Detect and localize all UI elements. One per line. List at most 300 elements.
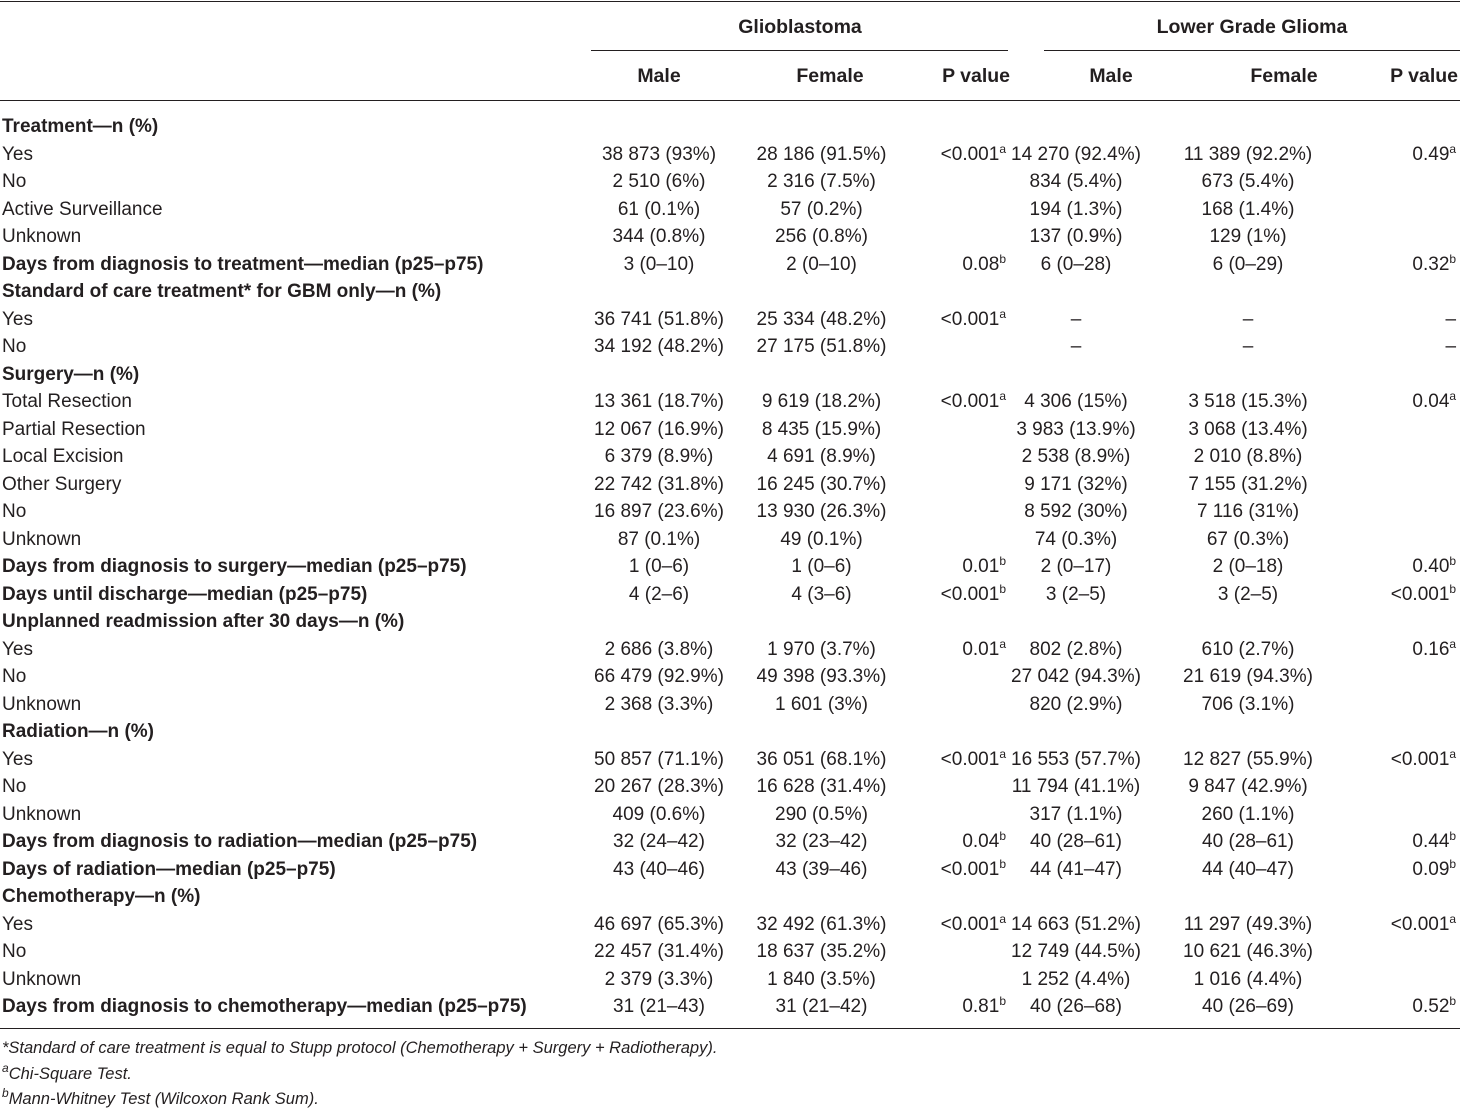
cell-gbm-male: [590, 911, 728, 939]
pvalue-test-marker: a: [999, 911, 1006, 926]
section-header-row: [0, 718, 1460, 746]
cell-gbm-female: [728, 746, 915, 774]
cell-gbm-female: [728, 388, 915, 416]
col-header-lgg-male: Male: [1089, 65, 1133, 87]
row-label: Unknown: [2, 226, 82, 247]
cell-lgg-pvalue: [1354, 306, 1460, 334]
cell-value: 4 306 (15%): [1024, 391, 1128, 412]
cell-gbm-male: [590, 801, 728, 829]
cell-lgg-pvalue: [1354, 333, 1460, 361]
table-row: [0, 911, 1460, 939]
cell-value: –: [1242, 308, 1254, 330]
pvalue-test-marker: a: [999, 636, 1006, 651]
table-row: [0, 856, 1460, 884]
cell-gbm-pvalue: [915, 691, 1010, 719]
cell-value: 3 518 (15.3%): [1188, 391, 1308, 412]
cell-gbm-female: [728, 553, 915, 581]
cell-value: <0.001: [1390, 583, 1450, 605]
cell-gbm-male: [590, 471, 728, 499]
cell-gbm-male: [590, 553, 728, 581]
cell-value: 32 (23–42): [775, 831, 868, 852]
cell-value: 0.01: [962, 638, 1000, 660]
cell-value: 0.01: [962, 556, 1000, 577]
cell-gbm-male: [590, 251, 728, 279]
cell-value: 1 (0–6): [791, 556, 852, 577]
cell-value: –: [1445, 308, 1457, 330]
row-label: Local Excision: [2, 446, 124, 467]
cell-value: 21 619 (94.3%): [1183, 666, 1313, 687]
cell-value: 2 368 (3.3%): [604, 693, 714, 715]
cell-gbm-female: [728, 966, 915, 994]
row-label: Yes: [2, 638, 33, 660]
cell-gbm-pvalue: [915, 938, 1010, 966]
table-row: [0, 801, 1460, 829]
cell-lgg-female: [1142, 636, 1354, 664]
row-label: No: [2, 501, 27, 522]
cell-gbm-female: [728, 691, 915, 719]
cell-lgg-pvalue: [1354, 691, 1460, 719]
cell-gbm-male: [590, 416, 728, 444]
cell-value: 22 742 (31.8%): [594, 473, 724, 495]
section-label: Chemotherapy—n (%): [2, 886, 201, 907]
cell-lgg-female: [1142, 223, 1354, 251]
cell-lgg-male: [1010, 993, 1142, 1021]
cell-gbm-male: [590, 938, 728, 966]
cell-gbm-female: [728, 801, 915, 829]
section-header-row: [0, 113, 1460, 141]
cell-value: 0.49: [1412, 143, 1450, 165]
cell-lgg-pvalue: [1354, 828, 1460, 856]
cell-value: 66 479 (92.9%): [594, 666, 724, 687]
cell-gbm-female: [728, 306, 915, 334]
cell-lgg-female: [1142, 911, 1354, 939]
cell-gbm-female: [728, 911, 915, 939]
cell-lgg-male: [1010, 636, 1142, 664]
cell-value: 2 510 (6%): [612, 171, 706, 192]
cell-value: <0.001: [940, 858, 1000, 880]
cell-lgg-female: [1142, 801, 1354, 829]
table-row: [0, 251, 1460, 279]
cell-value: 3 (2–5): [1045, 583, 1107, 605]
cell-value: 14 270 (92.4%): [1011, 143, 1141, 165]
footnote-text: Chi-Square Test.: [8, 1064, 132, 1083]
cell-lgg-male: [1010, 471, 1142, 499]
cell-lgg-female: [1142, 856, 1354, 884]
pvalue-test-marker: a: [1449, 636, 1457, 651]
row-label: Partial Resection: [2, 418, 146, 440]
cell-value: 256 (0.8%): [775, 226, 868, 247]
cell-value: <0.001: [940, 913, 1000, 935]
cell-value: 0.16: [1412, 638, 1450, 660]
row-label: Unknown: [2, 803, 82, 825]
table-row: [0, 773, 1460, 801]
table-row: [0, 333, 1460, 361]
cell-value: 87 (0.1%): [617, 528, 701, 550]
cell-value: <0.001: [940, 583, 1000, 605]
cell-lgg-female: [1142, 993, 1354, 1021]
cell-gbm-male: [590, 691, 728, 719]
cell-lgg-female: [1142, 691, 1354, 719]
row-label: Yes: [2, 748, 33, 770]
pvalue-test-marker: b: [1449, 581, 1457, 596]
cell-value: 1 (0–6): [628, 556, 690, 577]
row-label: Days from diagnosis to surgery—median (p25–p75): [2, 556, 467, 577]
cell-lgg-male: [1010, 526, 1142, 554]
cell-value: 16 628 (31.4%): [756, 776, 887, 797]
cell-gbm-male: [590, 856, 728, 884]
cell-value: 12 827 (55.9%): [1183, 748, 1313, 770]
cell-value: <0.001: [940, 748, 1000, 770]
cell-value: 706 (3.1%): [1201, 693, 1295, 715]
cell-gbm-pvalue: [915, 498, 1010, 526]
cell-value: –: [1070, 308, 1082, 330]
cell-value: 8 592 (30%): [1024, 501, 1128, 522]
cell-gbm-male: [590, 581, 728, 609]
footnote-text: Mann-Whitney Test (Wilcoxon Rank Sum).: [8, 1090, 319, 1108]
cell-lgg-male: [1010, 663, 1142, 691]
cell-gbm-male: [590, 746, 728, 774]
section-header-row: [0, 278, 1460, 306]
cell-value: 1 016 (4.4%): [1193, 968, 1303, 990]
cell-value: <0.001: [940, 143, 1000, 165]
cell-value: 260 (1.1%): [1201, 803, 1295, 825]
cell-lgg-male: [1010, 746, 1142, 774]
cell-lgg-male: [1010, 773, 1142, 801]
cell-gbm-pvalue: [915, 636, 1010, 664]
results-table: [0, 113, 1460, 1021]
cell-value: –: [1445, 336, 1457, 357]
col-header-lgg-female: Female: [1250, 65, 1318, 87]
cell-value: 36 051 (68.1%): [756, 748, 887, 770]
cell-gbm-pvalue: [915, 196, 1010, 224]
pvalue-test-marker: b: [999, 856, 1006, 871]
cell-value: <0.001: [940, 308, 1000, 330]
cell-value: 9 619 (18.2%): [761, 391, 882, 412]
table-row: [0, 168, 1460, 196]
table-row: [0, 663, 1460, 691]
footnote-text: *Standard of care treatment is equal to Stupp protocol (Chemotherapy + Surgery + Radiotherapy).: [2, 1039, 718, 1057]
cell-value: 3 (2–5): [1217, 583, 1279, 605]
table-row: [0, 526, 1460, 554]
cell-gbm-pvalue: [915, 168, 1010, 196]
row-label: Days of radiation—median (p25–p75): [2, 858, 336, 880]
cell-value: 40 (26–69): [1202, 996, 1294, 1017]
cell-value: 32 492 (61.3%): [756, 913, 887, 935]
cell-lgg-pvalue: [1354, 581, 1460, 609]
cell-value: 0.09: [1412, 858, 1450, 880]
cell-value: 4 691 (8.9%): [767, 446, 876, 467]
section-header-row: [0, 883, 1460, 911]
cell-lgg-female: [1142, 251, 1354, 279]
cell-value: 44 (40–47): [1202, 858, 1294, 880]
cell-value: 27 042 (94.3%): [1011, 666, 1141, 687]
cell-value: 1 840 (3.5%): [767, 968, 876, 990]
cell-value: 4 (2–6): [628, 583, 690, 605]
pvalue-test-marker: a: [999, 141, 1006, 156]
cell-gbm-female: [728, 938, 915, 966]
table-row: [0, 498, 1460, 526]
pvalue-test-marker: b: [1449, 554, 1457, 568]
row-label: Other Surgery: [2, 473, 122, 495]
cell-gbm-female: [728, 581, 915, 609]
cell-gbm-pvalue: [915, 856, 1010, 884]
cell-lgg-pvalue: [1354, 526, 1460, 554]
cell-gbm-female: [728, 223, 915, 251]
cell-value: 0.04: [1412, 391, 1450, 412]
cell-lgg-pvalue: [1354, 911, 1460, 939]
cell-lgg-male: [1010, 223, 1142, 251]
cell-gbm-male: [590, 993, 728, 1021]
bottom-rule: [0, 1028, 1460, 1029]
cell-gbm-female: [728, 251, 915, 279]
cell-value: 2 (0–10): [786, 253, 857, 275]
cell-value: 2 538 (8.9%): [1021, 446, 1131, 467]
table-row: [0, 196, 1460, 224]
cell-lgg-female: [1142, 333, 1354, 361]
cell-gbm-pvalue: [915, 526, 1010, 554]
group-rule-glioblastoma: [591, 50, 1008, 51]
cell-gbm-female: [728, 526, 915, 554]
cell-value: 11 297 (49.3%): [1183, 913, 1313, 935]
cell-value: 34 192 (48.2%): [594, 336, 724, 357]
cell-value: 12 067 (16.9%): [594, 418, 724, 440]
cell-value: 40 (28–61): [1202, 831, 1294, 852]
cell-value: 40 (26–68): [1030, 996, 1122, 1017]
cell-value: <0.001: [940, 391, 1000, 412]
cell-value: 610 (2.7%): [1201, 638, 1295, 660]
cell-gbm-female: [728, 498, 915, 526]
cell-value: 4 (3–6): [791, 583, 852, 605]
cell-value: 9 847 (42.9%): [1188, 776, 1308, 797]
pvalue-test-marker: b: [1449, 829, 1457, 843]
cell-value: 0.08: [962, 253, 1000, 275]
footnote-stupp: [2, 1036, 717, 1062]
cell-gbm-male: [590, 333, 728, 361]
row-label: Unknown: [2, 528, 82, 550]
cell-gbm-pvalue: [915, 471, 1010, 499]
row-label: Days from diagnosis to chemotherapy—median (p25–p75): [2, 996, 527, 1017]
cell-value: 32 (24–42): [613, 831, 705, 852]
cell-value: 137 (0.9%): [1029, 226, 1123, 247]
cell-lgg-male: [1010, 938, 1142, 966]
cell-lgg-pvalue: [1354, 773, 1460, 801]
section-label: Radiation—n (%): [2, 721, 154, 742]
cell-value: 67 (0.3%): [1206, 528, 1290, 550]
cell-value: 820 (2.9%): [1029, 693, 1123, 715]
col-header-gbm-female: Female: [796, 65, 864, 87]
cell-value: 673 (5.4%): [1201, 171, 1295, 192]
pvalue-test-marker: a: [1449, 911, 1457, 926]
cell-gbm-female: [728, 168, 915, 196]
cell-gbm-female: [728, 141, 915, 169]
section-label: Unplanned readmission after 30 days—n (%): [2, 611, 405, 632]
cell-value: 13 930 (26.3%): [756, 501, 887, 522]
cell-gbm-male: [590, 168, 728, 196]
cell-gbm-female: [728, 773, 915, 801]
cell-lgg-male: [1010, 828, 1142, 856]
cell-gbm-female: [728, 856, 915, 884]
cell-lgg-male: [1010, 801, 1142, 829]
cell-lgg-male: [1010, 196, 1142, 224]
cell-value: 50 857 (71.1%): [594, 748, 724, 770]
cell-lgg-pvalue: [1354, 223, 1460, 251]
cell-value: 6 (0–29): [1212, 253, 1284, 275]
group-header-lower-grade-glioma: Lower Grade Glioma: [1156, 16, 1348, 38]
cell-lgg-female: [1142, 141, 1354, 169]
row-label: No: [2, 666, 27, 687]
cell-value: 0.81: [962, 996, 1000, 1017]
row-label: No: [2, 336, 27, 357]
cell-lgg-male: [1010, 966, 1142, 994]
cell-value: 8 435 (15.9%): [761, 418, 882, 440]
cell-value: 27 175 (51.8%): [756, 336, 887, 357]
pvalue-test-marker: b: [1449, 994, 1457, 1008]
group-header-glioblastoma: Glioblastoma: [738, 16, 862, 38]
cell-lgg-pvalue: [1354, 388, 1460, 416]
cell-lgg-female: [1142, 443, 1354, 471]
cell-gbm-pvalue: [915, 416, 1010, 444]
cell-value: 49 (0.1%): [780, 528, 863, 550]
row-label: No: [2, 776, 27, 797]
cell-lgg-female: [1142, 306, 1354, 334]
cell-lgg-pvalue: [1354, 168, 1460, 196]
cell-value: 7 116 (31%): [1196, 501, 1300, 522]
cell-lgg-pvalue: [1354, 553, 1460, 581]
cell-lgg-pvalue: [1354, 993, 1460, 1021]
cell-lgg-female: [1142, 498, 1354, 526]
cell-value: 13 361 (18.7%): [594, 391, 724, 412]
cell-lgg-female: [1142, 773, 1354, 801]
section-label: Treatment—n (%): [2, 116, 159, 137]
cell-lgg-male: [1010, 856, 1142, 884]
pvalue-test-marker: b: [999, 251, 1006, 266]
cell-value: 43 (39–46): [775, 858, 868, 880]
cell-lgg-pvalue: [1354, 416, 1460, 444]
cell-gbm-male: [590, 773, 728, 801]
cell-value: 129 (1%): [1209, 226, 1287, 247]
cell-lgg-pvalue: [1354, 636, 1460, 664]
cell-value: 3 (0–10): [623, 253, 695, 275]
cell-gbm-male: [590, 636, 728, 664]
table-row: [0, 416, 1460, 444]
cell-value: 31 (21–43): [613, 996, 705, 1017]
cell-value: 3 068 (13.4%): [1188, 418, 1308, 440]
cell-value: 46 697 (65.3%): [594, 913, 724, 935]
pvalue-test-marker: b: [1449, 251, 1457, 266]
pvalue-test-marker: a: [999, 389, 1006, 403]
cell-gbm-pvalue: [915, 966, 1010, 994]
cell-lgg-male: [1010, 581, 1142, 609]
cell-gbm-pvalue: [915, 801, 1010, 829]
cell-gbm-male: [590, 306, 728, 334]
cell-gbm-female: [728, 416, 915, 444]
pvalue-test-marker: b: [999, 994, 1006, 1008]
table-row: [0, 306, 1460, 334]
cell-lgg-female: [1142, 581, 1354, 609]
cell-value: 3 983 (13.9%): [1016, 418, 1136, 440]
cell-value: 168 (1.4%): [1201, 198, 1295, 220]
cell-gbm-pvalue: [915, 581, 1010, 609]
cell-lgg-pvalue: [1354, 663, 1460, 691]
row-label: Unknown: [2, 968, 82, 990]
cell-lgg-female: [1142, 663, 1354, 691]
cell-gbm-pvalue: [915, 746, 1010, 774]
cell-value: 344 (0.8%): [612, 226, 706, 247]
footnotes: [2, 1036, 717, 1113]
row-label: Unknown: [2, 693, 82, 715]
cell-value: 802 (2.8%): [1029, 638, 1123, 660]
section-label: Surgery—n (%): [2, 363, 140, 385]
cell-gbm-male: [590, 196, 728, 224]
cell-value: 14 663 (51.2%): [1011, 913, 1141, 935]
row-label: Days until discharge—median (p25–p75): [2, 583, 368, 605]
cell-lgg-female: [1142, 471, 1354, 499]
cell-value: –: [1242, 336, 1254, 357]
table-row: [0, 581, 1460, 609]
cell-gbm-male: [590, 443, 728, 471]
cell-value: 38 873 (93%): [601, 143, 717, 165]
row-label: Days from diagnosis to radiation—median (p25–p75): [2, 831, 478, 852]
cell-gbm-pvalue: [915, 333, 1010, 361]
footnote-a: [2, 1062, 717, 1088]
cell-gbm-male: [590, 663, 728, 691]
cell-lgg-male: [1010, 416, 1142, 444]
cell-value: 317 (1.1%): [1029, 803, 1123, 825]
cell-value: 36 741 (51.8%): [594, 308, 724, 330]
cell-value: 18 637 (35.2%): [756, 941, 887, 962]
row-label: Total Resection: [2, 391, 132, 412]
cell-lgg-female: [1142, 196, 1354, 224]
row-label: Yes: [2, 308, 33, 330]
cell-value: 0.52: [1412, 996, 1450, 1017]
cell-gbm-pvalue: [915, 306, 1010, 334]
cell-lgg-male: [1010, 306, 1142, 334]
cell-value: 16 897 (23.6%): [594, 501, 724, 522]
cell-gbm-male: [590, 223, 728, 251]
cell-lgg-male: [1010, 388, 1142, 416]
cell-gbm-female: [728, 471, 915, 499]
table-row: [0, 443, 1460, 471]
cell-lgg-female: [1142, 168, 1354, 196]
cell-lgg-pvalue: [1354, 141, 1460, 169]
cell-value: <0.001: [1390, 913, 1450, 935]
cell-value: 2 (0–18): [1212, 556, 1284, 577]
cell-lgg-male: [1010, 691, 1142, 719]
section-header-row: [0, 361, 1460, 389]
cell-lgg-pvalue: [1354, 443, 1460, 471]
cell-gbm-female: [728, 636, 915, 664]
cell-gbm-pvalue: [915, 828, 1010, 856]
pvalue-test-marker: a: [1449, 746, 1457, 761]
cell-gbm-female: [728, 663, 915, 691]
cell-value: 49 398 (93.3%): [756, 666, 887, 687]
cell-lgg-female: [1142, 828, 1354, 856]
cell-gbm-male: [590, 141, 728, 169]
table-row: [0, 993, 1460, 1021]
table-row: [0, 553, 1460, 581]
footnote-marker: a: [2, 1060, 9, 1075]
cell-value: 6 (0–28): [1040, 253, 1112, 275]
cell-gbm-male: [590, 388, 728, 416]
cell-gbm-pvalue: [915, 911, 1010, 939]
cell-lgg-male: [1010, 498, 1142, 526]
cell-lgg-female: [1142, 526, 1354, 554]
cell-value: 43 (40–46): [613, 858, 705, 880]
cell-gbm-female: [728, 828, 915, 856]
table-row: [0, 746, 1460, 774]
cell-value: 0.32: [1412, 253, 1450, 275]
cell-gbm-pvalue: [915, 993, 1010, 1021]
